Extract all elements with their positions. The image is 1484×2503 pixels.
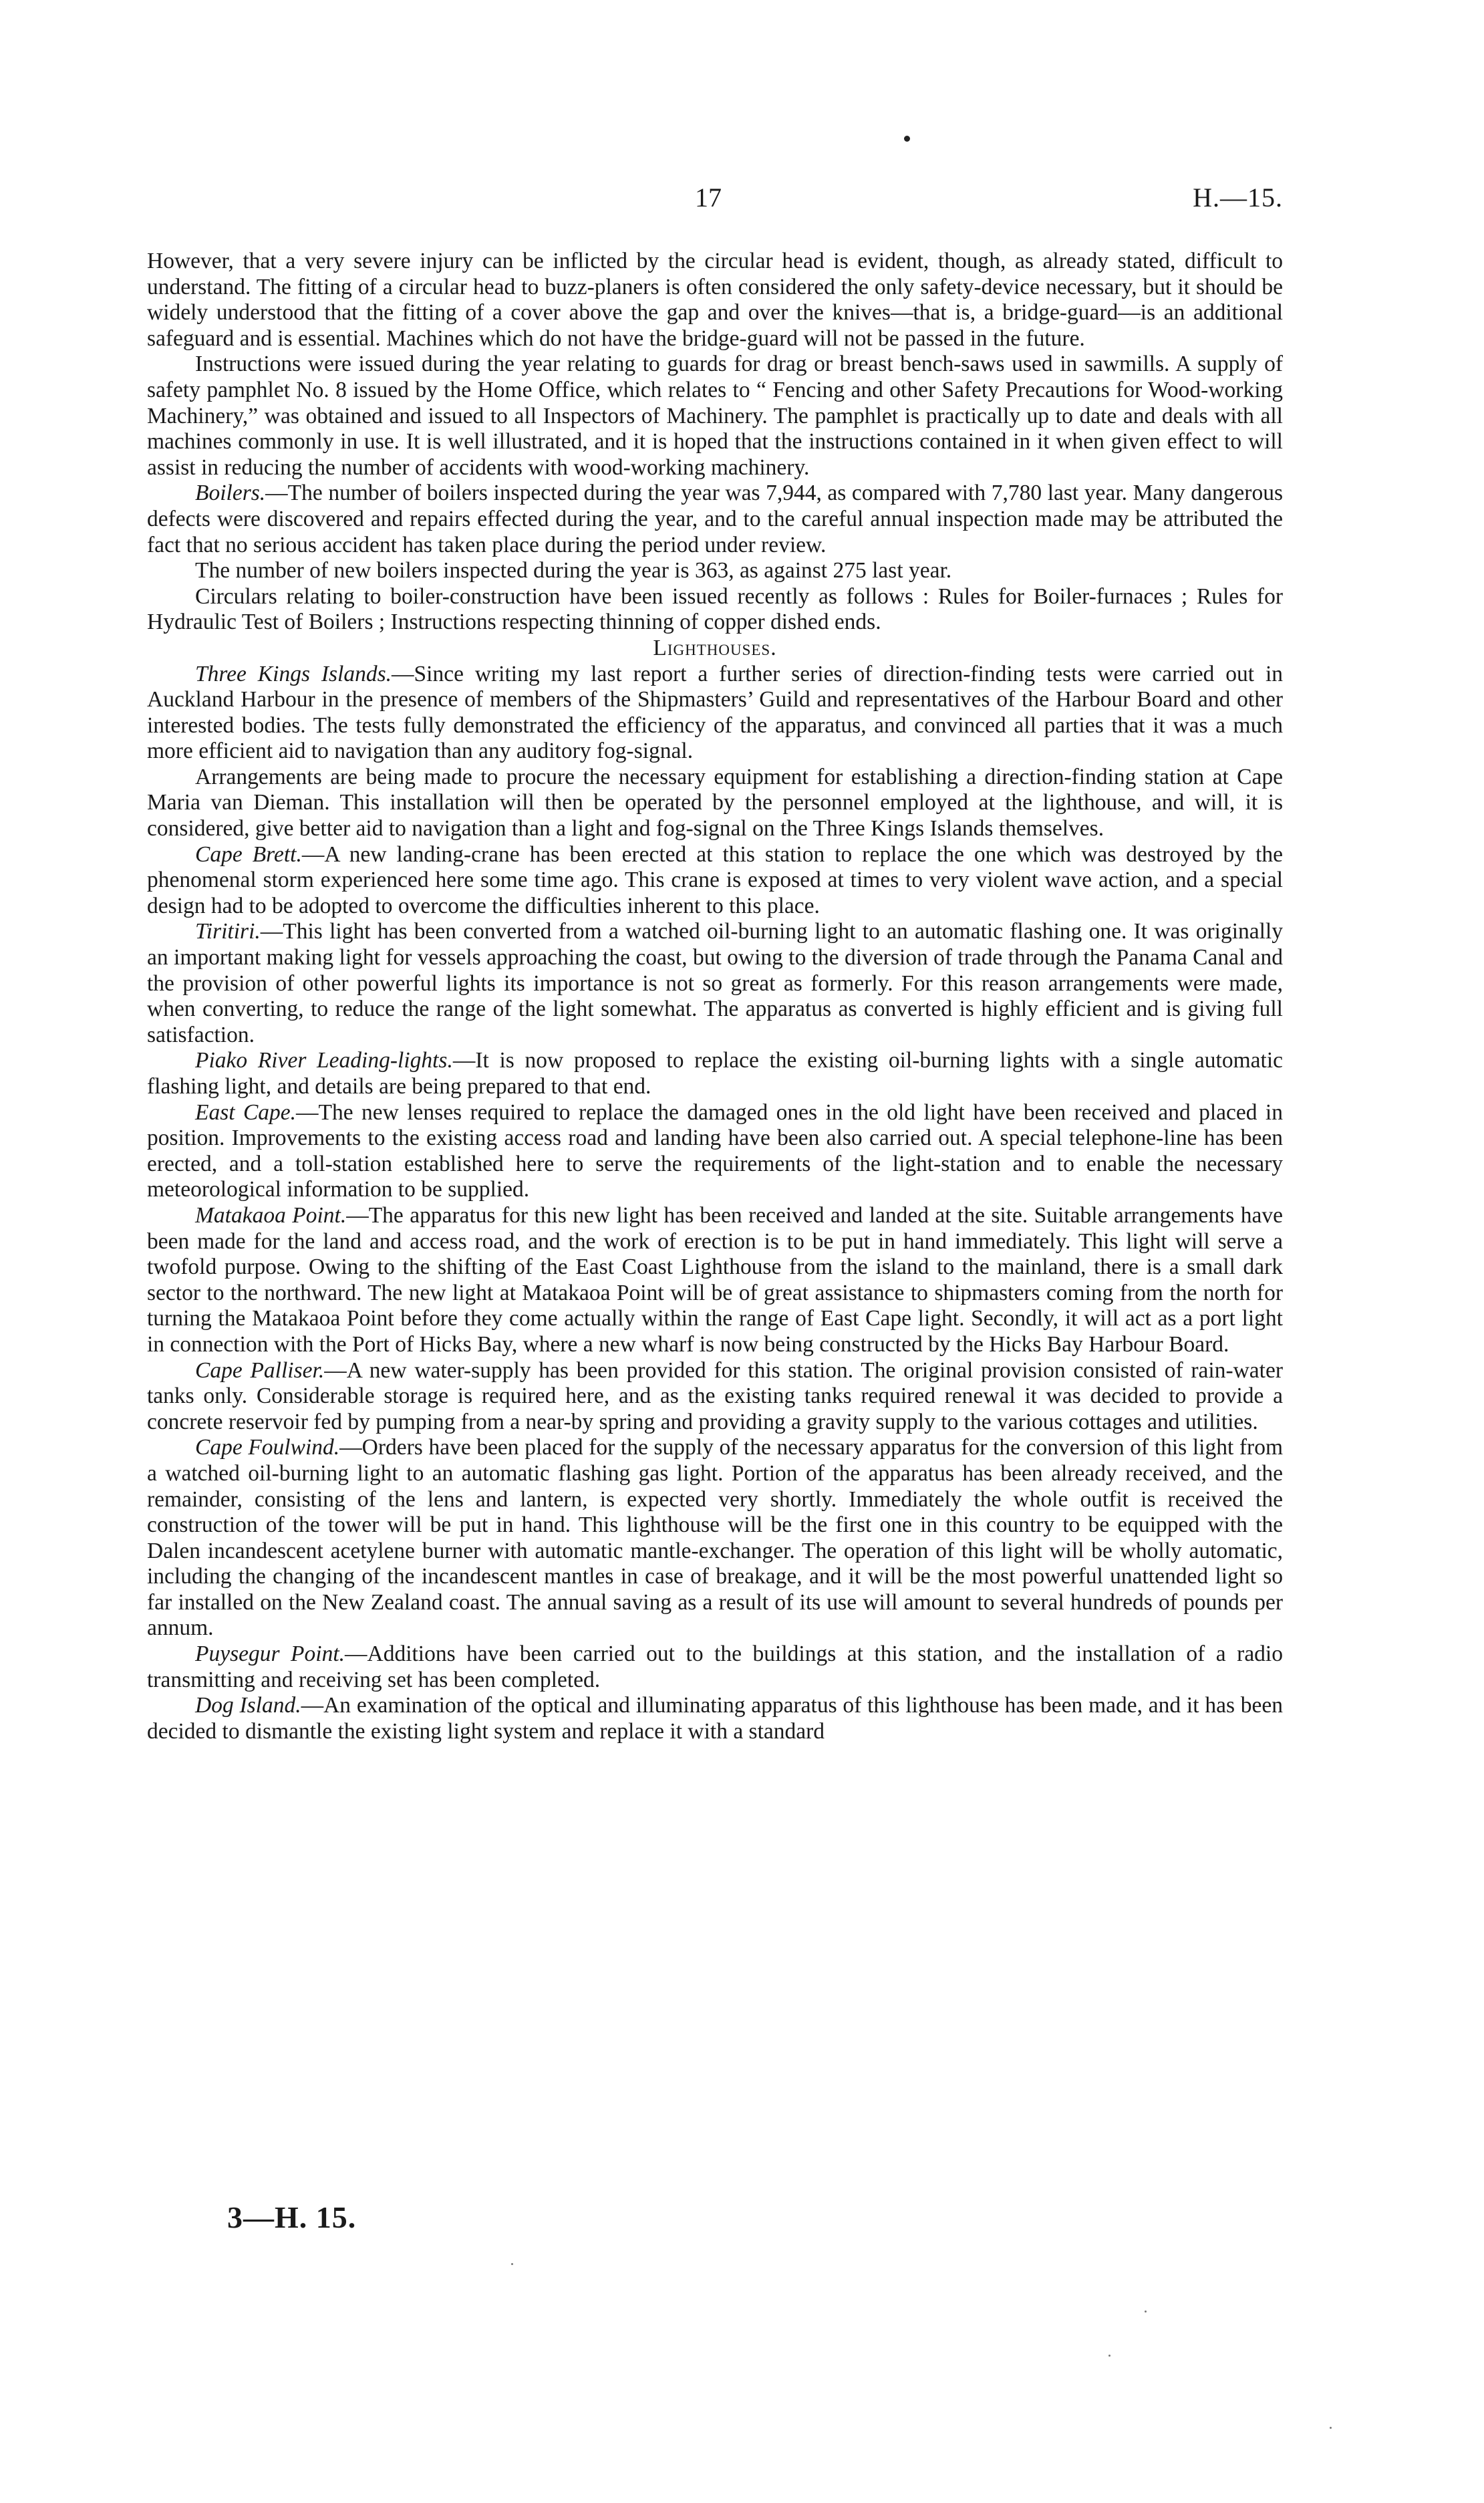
paragraph xyxy=(147,1100,1283,1203)
document-reference: H.—15. xyxy=(1193,182,1283,213)
ink-dot-mark xyxy=(904,136,910,142)
paragraph-text: —A new landing-crane has been erected at this station to replace the one which was destroyed by the phenomenal storm experienced here some time ago. This crane is exposed at times to very violent wave action, and a special design had to be adopted to overcome the difficulties inherent to this place. xyxy=(147,841,1283,918)
paragraph xyxy=(147,1048,1283,1099)
paragraph-title: Cape Brett. xyxy=(195,841,302,867)
paragraph-title: Puysegur Point. xyxy=(195,1641,345,1667)
paragraph-title: East Cape. xyxy=(195,1099,297,1125)
paragraph-title: Piako River Leading-lights. xyxy=(195,1048,453,1073)
paper-speck xyxy=(1330,2427,1332,2429)
paragraph xyxy=(147,765,1283,842)
sheet-signature: 3—H. 15. xyxy=(227,2200,357,2234)
paragraph xyxy=(147,558,1283,584)
page-number: 17 xyxy=(695,182,722,213)
paragraph xyxy=(147,1435,1283,1641)
paragraph-title: Three Kings Islands. xyxy=(195,661,392,686)
section-heading: Lighthouses. xyxy=(653,635,777,660)
paragraph-text: —The apparatus for this new light has been received and landed at the site. Suitable arrangements have been made for the land and access road, and the work of erection is to be put in hand immediately. This light will serve a twofold purpose. Owing to the shifting of the East Coast Lighthouse from the island to the mainland, there is a small dark sector to the northward. The new light at Matakaoa Point will be of great assistance to shipmasters coming from the north for turning the Matakaoa Point before they come actually within the range of East Cape light. Secondly, it will act as a port light in connection with the Port of Hicks Bay, where a new wharf is now being constructed by the Hicks Bay Harbour Board. xyxy=(147,1202,1283,1357)
paragraph-text: —The new lenses required to replace the damaged ones in the old light have been received and placed in position. Improvements to the existing access road and landing have been also carried out. A special telephone-line has been erected, and a toll-station established here to serve the requirements of the light-station and to enable the necessary meteorological information to be supplied. xyxy=(147,1099,1283,1202)
paragraph-title: Dog Island. xyxy=(195,1693,301,1718)
paragraph-text: Instructions were issued during the year relating to guards for drag or breast bench-saws used in sawmills. A supply of safety pamphlet No. 8 issued by the Home Office, which relates to “ Fencing and other Safety Precautions for Wood-working Machinery,” was obtained and issued to all Inspectors of Machinery. The pamphlet is practically up to date and deals with all machines commonly in use. It is well illustrated, and it is hoped that the instructions contained in it when given effect to will assist in reducing the number of accidents with wood-working machinery. xyxy=(147,352,1283,480)
paragraph xyxy=(147,1358,1283,1436)
paragraph-title: Cape Foulwind. xyxy=(195,1435,340,1460)
paragraph-text: Arrangements are being made to procure the necessary equipment for establishing a direction-finding station at Cape Maria van Dieman. This installation will then be operated by the personnel employed at the lighthouse, and will, it is considered, give better aid to navigation than a light and fog-signal on the Three Kings Islands themselves. xyxy=(147,764,1283,841)
paragraph-text: Circulars relating to boiler-construction have been issued recently as follows : Rules for Boiler-furnaces ; Rules for Hydraulic Test of Boilers ; Instructions respecting thinning of copper dished ends. xyxy=(147,583,1283,635)
paragraph xyxy=(147,1693,1283,1744)
paragraph-text: —An examination of the optical and illuminating apparatus of this lighthouse has been made, and it has been decided to dismantle the existing light system and replace it with a standard xyxy=(147,1693,1283,1744)
paragraph-title: Matakaoa Point. xyxy=(195,1202,347,1228)
paper-speck xyxy=(511,2263,513,2265)
paragraph-title: Cape Palliser. xyxy=(195,1357,325,1383)
paper-speck xyxy=(1145,2311,1147,2313)
paragraph-text: —A new water-supply has been provided for this station. The original provision consisted of rain-water tanks only. Considerable storage is required here, and as the existing tanks required renewal it was decided to provide a concrete reservoir fed by pumping from a near-by spring and providing a gravity supply to the various cottages and utilities. xyxy=(147,1357,1284,1434)
paragraph xyxy=(147,249,1283,352)
report-body xyxy=(147,249,1283,1744)
page-header xyxy=(147,182,1283,222)
paragraph-text: —Orders have been placed for the supply of the necessary apparatus for the conversion of this light from a watched oil-burning light to an automatic flashing gas light. Portion of the apparatus has been already received, and the remainder, consisting of the lens and lantern, is expected very shortly. Immediately the whole outfit is received the construction of the tower will be put in hand. This lighthouse will be the first one in this country to be equipped with the Dalen incandescent acetylene burner with automatic mantle-exchanger. The operation of this light will be wholly automatic, including the changing of the incandescent mantles in case of breakage, and it will be the most powerful unattended light so far installed on the New Zealand coast. The annual saving as a result of its use will amount to several hundreds of pounds per annum. xyxy=(147,1435,1283,1641)
paragraph xyxy=(147,352,1283,481)
paragraph-text: —This light has been converted from a watched oil-burning light to an automatic flashing one. It was originally an important making light for vessels approaching the coast, but owing to the diversion of trade through the Panama Canal and the provision of other powerful lights its importance is not so great as formerly. For this reason arrangements were made, when converting, to reduce the range of the light somewhat. The apparatus as converted is highly efficient and is giving full satisfaction. xyxy=(147,919,1283,1047)
paragraph-text: —It is now proposed to replace the existing oil-burning lights with a single automatic flashing light, and details are being prepared to that end. xyxy=(147,1048,1284,1099)
paragraph-text: —The number of boilers inspected during the year was 7,944, as compared with 7,780 last year. Many dangerous defects were discovered and repairs effected during the year, and to the careful annual inspection made may be attributed the fact that no serious accident has taken place during the period under review. xyxy=(147,481,1283,557)
paragraph xyxy=(147,842,1283,920)
paragraph xyxy=(147,1203,1283,1358)
paragraph-text: However, that a very severe injury can be inflicted by the circular head is evident, though, as already stated, difficult to understand. The fitting of a circular head to buzz-planers is often considered the only safety-device necessary, but it should be widely understood that the fitting of a cover above the gap and over the knives—that is, a bridge-guard—is an additional safeguard and is essential. Machines which do not have the bridge-guard will not be passed in the future. xyxy=(147,249,1283,351)
paper-speck xyxy=(1108,2355,1110,2357)
paragraph xyxy=(147,481,1283,558)
paragraph-text: —Additions have been carried out to the buildings at this station, and the installation of a radio transmitting and receiving set has been completed. xyxy=(147,1641,1283,1692)
paragraph xyxy=(147,919,1283,1048)
paragraph xyxy=(147,584,1283,636)
paragraph-text: The number of new boilers inspected during the year is 363, as against 275 last year. xyxy=(195,558,952,583)
paragraph xyxy=(147,662,1283,765)
paragraph-title: Tiritiri. xyxy=(195,919,261,944)
paragraph xyxy=(147,1641,1283,1693)
paragraph-text: —Since writing my last report a further series of direction-finding tests were carried out in Auckland Harbour in the presence of members of the Shipmasters’ Guild and representatives of the Harbour Board and other interested bodies. The tests fully demonstrated the efficiency of the apparatus, and convinced all parties that it was a much more efficient aid to navigation than any auditory fog-signal. xyxy=(147,661,1284,764)
paragraph-title: Boilers. xyxy=(195,481,266,506)
